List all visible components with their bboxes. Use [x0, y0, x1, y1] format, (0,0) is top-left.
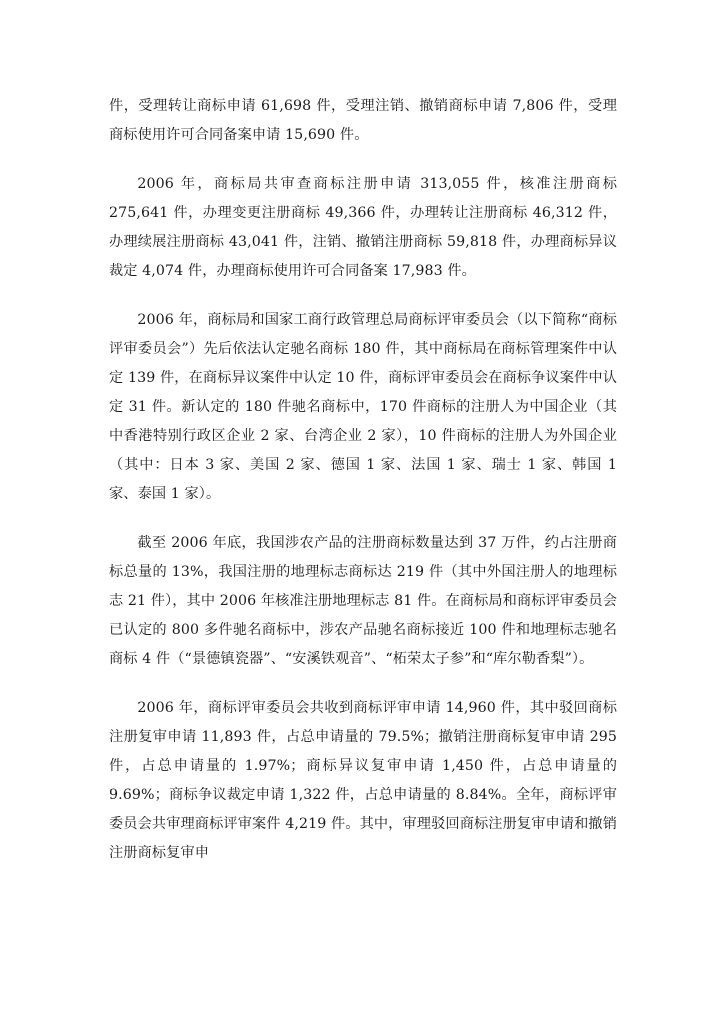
- paragraph-review-board: 2006 年，商标评审委员会共收到商标评审申请 14,960 件，其中驳回商标注册复审申请 11,893 件，占总申请量的 79.5%；撤销注册商标复审申请 295 件，占总申请量的 1.97%；商标异议复审申请 1,450 件，占总申请量的 9.69%；商标争议裁定申请 1,322 件，占总申请量的 8.84%。全年，商标评审委员会共审理商标评审案件 4,219 件。其中，审理驳回商标注册复审申请和撤销注册商标复审申: [109, 700, 617, 861]
- paragraph-well-known-marks: 2006 年，商标局和国家工商行政管理总局商标评审委员会（以下简称“商标评审委员会”）先后依法认定驰名商标 180 件，其中商标局在商标管理案件中认定 139 件，在商标异议案件中认定 10 件，商标评审委员会在商标争议案件中认定 31 件。新认定的 180 件驰名商标中，170 件商标的注册人为中国企业（其中香港特别行政区企业 2 家、台湾企业 2 家），10 件商标的注册人为外国企业（其中：日本 3 家、美国 2 家、德国 1 家、法国 1 家、瑞士 1 家、韩国 1 家、泰国 1 家）。: [109, 312, 617, 502]
- paragraph-agricultural-marks: 截至 2006 年底，我国涉农产品的注册商标数量达到 37 万件，约占注册商标总量的 13%，我国注册的地理标志商标达 219 件（其中外国注册人的地理标志 21 件），其中 2006 年核准注册地理标志 81 件。在商标局和商标评审委员会已认定的 800 多件驰名商标中，涉农产品驰名商标接近 100 件和地理标志驰名商标 4 件（“景德镇瓷器”、“安溪铁观音”、“柘荣太子参”和“库尔勒香梨”）。: [109, 535, 617, 667]
- paragraph-continued: 件，受理转让商标申请 61,698 件，受理注销、撤销商标申请 7,806 件，受理商标使用许可合同备案申请 15,690 件。: [109, 98, 617, 143]
- document-body: [109, 92, 617, 888]
- paragraph-registration-stats: 2006 年，商标局共审查商标注册申请 313,055 件，核准注册商标 275,641 件，办理变更注册商标 49,366 件，办理转让注册商标 46,312 件，办理续展注册商标 43,041 件，注销、撤销注册商标 59,818 件，办理商标异议裁定 4,074 件，办理商标使用许可合同备案 17,983 件。: [109, 176, 617, 279]
